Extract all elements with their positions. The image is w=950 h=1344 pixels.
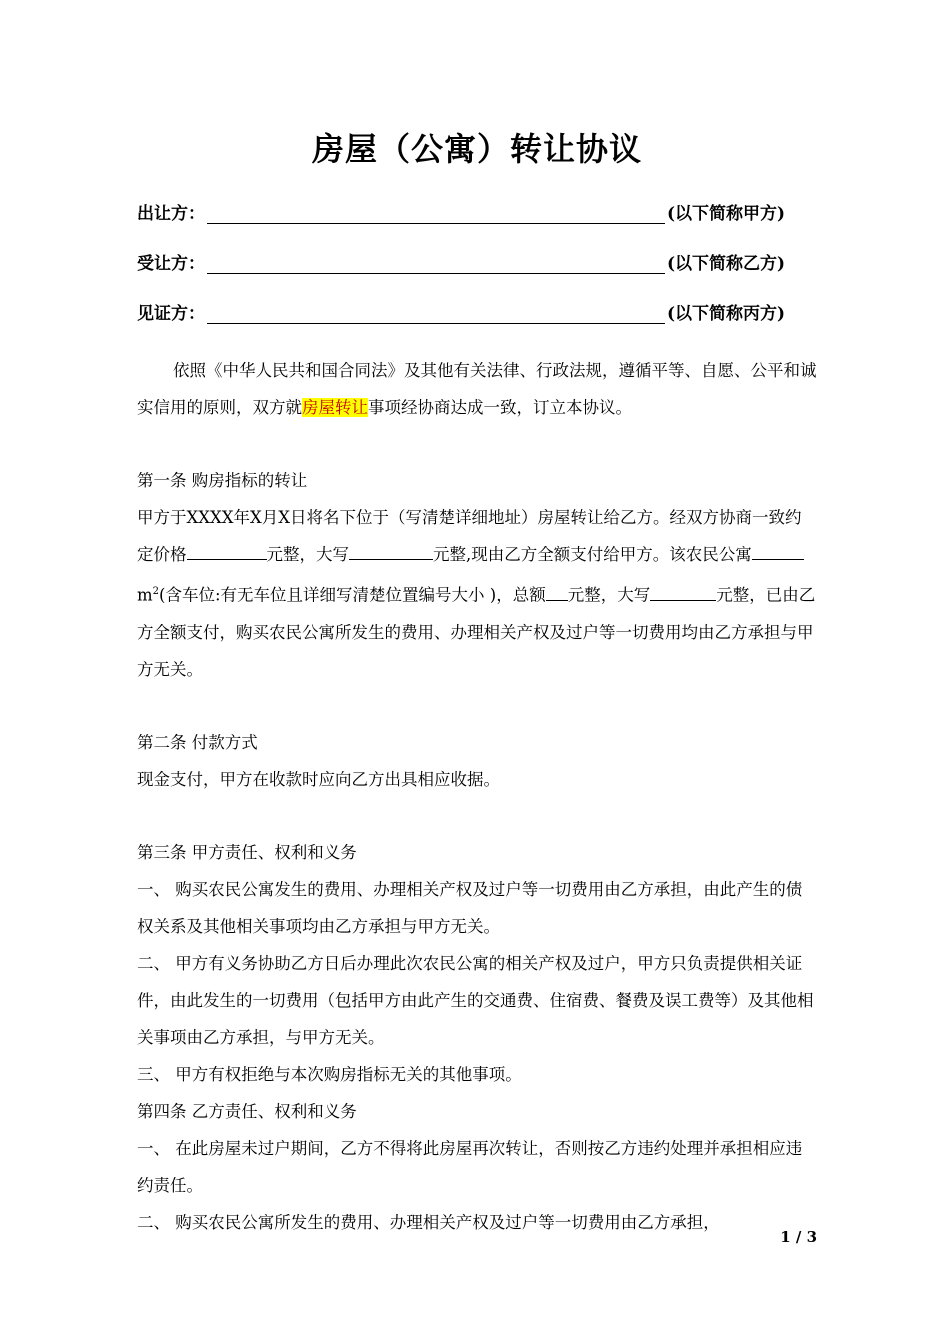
blank-line <box>650 582 716 601</box>
document-body <box>137 352 817 1241</box>
spacer <box>137 798 817 834</box>
article-1-text-part: 元整，大写 <box>567 585 651 605</box>
party-blank-line <box>207 203 665 224</box>
article-1-text-part: 元整,现由乙方全额支付给甲方。 <box>433 545 670 564</box>
party-label: 受让方： <box>137 254 205 274</box>
article-1-text-part: 元整，已由乙方全额支付，购买农民公寓所发生的费用、办理相关产权及过户等一切费用均由乙方承担与甲方无关。 <box>137 585 816 679</box>
intro-text: 依照《中华人民共和国合同法》及其他有关法律、行政法规，遵循平等、自愿、公平和诚实信用的原则，双方就 <box>137 361 817 417</box>
blank-line <box>349 541 433 560</box>
article-1-text-part: 该农民公寓 <box>669 545 752 564</box>
article-1-text <box>137 499 817 688</box>
page-number: 1 / 3 <box>780 1228 817 1246</box>
blank-line <box>752 541 804 560</box>
article-1-text-part: 元整，大写 <box>266 545 349 564</box>
spacer <box>137 688 817 724</box>
article-2-text: 现金支付，甲方在收款时应向乙方出具相应收据。 <box>137 769 500 789</box>
article-4-heading: 第四条 乙方责任、权利和义务 <box>137 1101 357 1121</box>
spacer <box>137 426 817 462</box>
unit-text: m <box>137 585 153 605</box>
unit-superscript: 2 <box>152 586 160 597</box>
blank-line <box>546 582 568 601</box>
article-3-item: 二、 甲方有义务协助乙方日后办理此次农民公寓的相关产权及过户，甲方只负责提供相关证件，由此发生的一切费用（包括甲方由此产生的交通费、住宿费、餐费及误工费等）及其他相关事项由乙方承担，与甲方无关。 <box>137 953 814 1047</box>
article-4-item: 二、 购买农民公寓所发生的费用、办理相关产权及过户等一切费用由乙方承担， <box>137 1212 720 1232</box>
article-3-item: 一、 购买农民公寓发生的费用、办理相关产权及过户等一切费用由乙方承担，由此产生的债权关系及其他相关事项均由乙方承担与甲方无关。 <box>137 879 803 936</box>
party-label: 出让方： <box>137 204 205 224</box>
document-title: 房屋（公寓）转让协议 <box>311 130 642 168</box>
blank-line <box>187 541 267 560</box>
party-suffix: (以下简称甲方) <box>667 204 786 224</box>
article-1-text-part: (含车位:有无车位且详细写清楚位置编号大小 )，总额 <box>159 585 546 605</box>
article-4-item: 一、 在此房屋未过户期间，乙方不得将此房屋再次转让，否则按乙方违约处理并承担相应违约责任。 <box>137 1138 803 1195</box>
article-1-text-part: 甲方于XXXX年X月X日将名下位于（写清楚详细地址）房屋转让给乙方。经双方协商一致约定价格 <box>137 508 802 564</box>
party-transferor <box>137 196 817 224</box>
party-suffix: (以下简称乙方) <box>667 254 786 274</box>
article-2-heading: 第二条 付款方式 <box>137 732 258 752</box>
article-1-heading: 第一条 购房指标的转让 <box>137 471 308 490</box>
party-blank-line <box>207 253 665 274</box>
party-suffix: (以下简称丙方) <box>667 304 786 324</box>
party-blank-line <box>207 303 665 324</box>
highlighted-text: 房屋转让 <box>302 398 368 417</box>
intro-text-end: 事项经协商达成一致，订立本协议。 <box>368 398 632 417</box>
article-3-item: 三、 甲方有权拒绝与本次购房指标无关的其他事项。 <box>137 1064 522 1084</box>
article-3-heading: 第三条 甲方责任、权利和义务 <box>137 842 357 862</box>
party-transferee <box>137 246 817 274</box>
party-witness <box>137 296 817 324</box>
intro-paragraph <box>137 352 817 426</box>
party-label: 见证方： <box>137 304 205 324</box>
